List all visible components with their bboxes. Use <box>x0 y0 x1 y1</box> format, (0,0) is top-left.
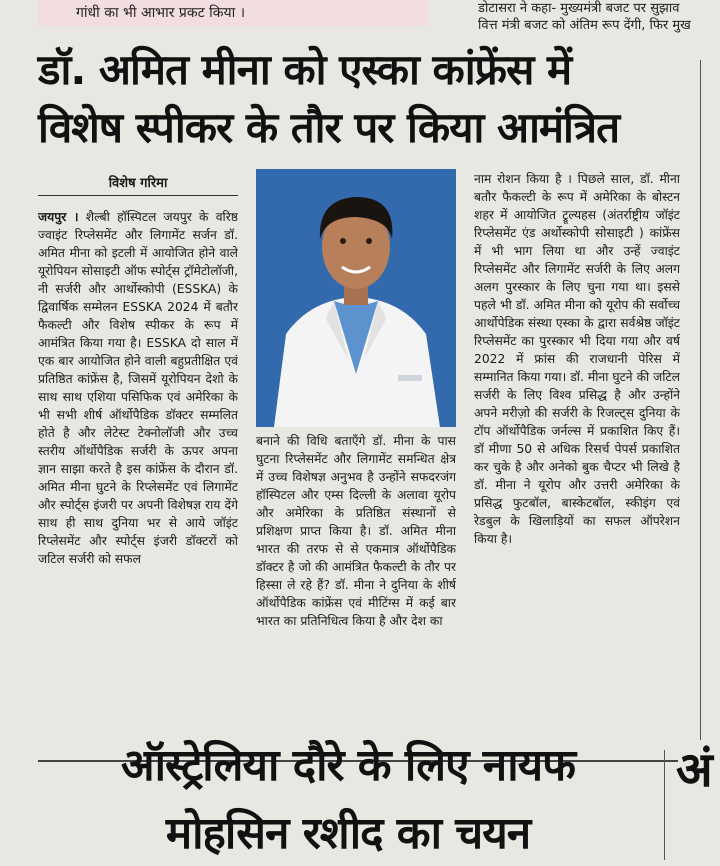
top-snippet-text: गांधी का भी आभार प्रकट किया । <box>76 5 245 21</box>
column-3-text: नाम रोशन किया है । पिछले साल, डॉ. मीना बतौर फैकल्टी के रूप में अमेरिका के बोस्टन शहर में आयोजित ट्रूल्यहस (अंतर्राष्ट्रीय जॉइंट रिप्लेसमेंट एंड अर्थोस्कोपी सोसाइटी ) कांफ्रेंस में भी भाग लिया था और उन्हें ज्वाइंट रिप्लेसमेंट और लिगामेंट सर्जरी के लिए अलग अलग पुरस्कार के लिए चुना गया था। इससे पहले भी डॉ. अमित मीना को यूरोप की सर्वोच्च आर्थोपेडिक संस्था एस्का के द्वारा सर्वश्रेष्ठ जॉइंट रिप्लेसमेंट का पुरस्कार भी दिया गया और वर्ष 2022 में फ्रांस की राजधानी पेरिस में सम्मानित किया गया। डॉ. मीना घुटने की जटिल सर्जरी के लिए विश्व प्रसिद्ध है और उन्होंने अपने मरीज़ो की सर्जरी के रिजल्ट्स दुनिया के टॉप ऑर्थोपैडिक जर्नल्स में प्रकाशित किए हैं। डॉ मीणा 50 से अधिक रिसर्च पेपर्स प्रकाशित कर चुके है और अनेको बुक चैप्टर भी लिखे है डॉ. मीना ने यूरोप और उत्तरी अमेरिका के प्रसिद्ध फुटबॉल, बास्केटबॉल, स्कीइंग एवं रेडबुल के खिलाड़ियों का सफल ऑपरेशन किया है। <box>474 172 680 546</box>
doctor-photo <box>256 169 456 427</box>
article-column-2 <box>256 432 456 748</box>
article-headline-line-2: विशेष स्पीकर के तौर पर किया आमंत्रित <box>38 103 620 152</box>
top-right-line-1: डोटासरा ने कहा- मुख्यमंत्री बजट पर सुझाव <box>478 1 680 16</box>
byline-rule <box>38 195 238 196</box>
top-snippet-box <box>38 0 428 26</box>
right-column-divider <box>700 60 701 740</box>
column-1-text: शैल्बी हॉस्पिटल जयपुर के वरिष्ठ ज्वाइंट रिप्लेसमेंट और लिगामेंट सर्जन डॉ. अमित मीना को इटली में आयोजित होने वाले यूरोपियन सोसाइटी ऑफ स्पोर्ट्स ट्रॉमेटोलॉजी, नी सर्जरी और आर्थोस्कोपी (ESSKA) के द्विवार्षिक सम्मेलन ESSKA 2024 में बतौर फैकल्टी और विशेष स्पीकर के रूप में आमंत्रित किया गया है। ESSKA दो साल में एक बार आयोजित होने वाली बहुप्रतीक्षित एवं प्रतिष्ठित कांफ्रेंस है, जिसमें यूरोपियन देशो के साथ साथ एशिया पसिफिक एवं अमेरिका के भी सभी शीर्ष ऑर्थोपैडिक डॉक्टर सम्मलित होते है और लेटेस्ट टेक्नोलॉजी और उच्च स्तरीय ऑर्थोपैडिक सर्जरी के ऊपर अपना ज्ञान साझा करते है इस कांफ्रेंस के दौरान डॉ. अमित मीना घुटने के रिप्लेसमेंट एवं लिगामेंट और स्पोर्ट्स इंजरी पर अपनी विशेषज्ञ राय देंगे साथ ही साथ दुनिया भर से आये जॉइंट रिप्लेसमेंट और स्पोर्ट्स इंजरी डॉक्टरों को जटिल सर्जरी को सफल <box>38 210 238 566</box>
top-right-line-2: वित्त मंत्री बजट को अंतिम रूप देंगी, फिर मुख <box>478 18 691 33</box>
article-headline-line-1: डॉ. अमित मीना को एस्का कांफ्रेंस में <box>38 45 572 94</box>
dateline: जयपुर । <box>38 210 79 224</box>
doctor-portrait-illustration <box>256 169 456 427</box>
column-2-text: बनाने की विधि बताएँगे डॉ. मीना के पास घुटना रिप्लेसमेंट और लिगामेंट समन्धित क्षेत्र में उच्च विशेषज्ञ अनुभव है उन्होंने सफदरजंग हॉस्पिटल और एम्स दिल्ली के अलावा यूरोप और अमेरिका के प्रतिष्ठित संस्थानों से प्रशिक्षण प्राप्त किया है। डॉ. अमित मीना भारत की तरफ से से एकमात्र ऑर्थोपैडिक डॉक्टर है जो की आमंत्रित फैकल्टी के तौर पर हिस्सा ले रहे हैं? डॉ. मीना ने दुनिया के शीर्ष ऑर्थोपैडिक कांफ्रेंस एवं मीटिंग्स में कई बार भारत का प्रतिनिधित्व किया है और देश का <box>256 434 456 628</box>
bottom-column-divider <box>664 750 665 860</box>
top-right-snippet <box>478 0 720 34</box>
article-column-1 <box>38 208 238 748</box>
byline: विशेष गरिमा <box>108 176 168 191</box>
bottom-headline-line-2: मोहसिन रशीद का चयन <box>165 808 531 859</box>
article-column-3 <box>474 170 680 748</box>
bottom-right-headline-fragment: अं <box>676 742 713 798</box>
bottom-headline-line-1: ऑस्ट्रेलिया दौरे के लिए नायफ <box>120 740 576 791</box>
